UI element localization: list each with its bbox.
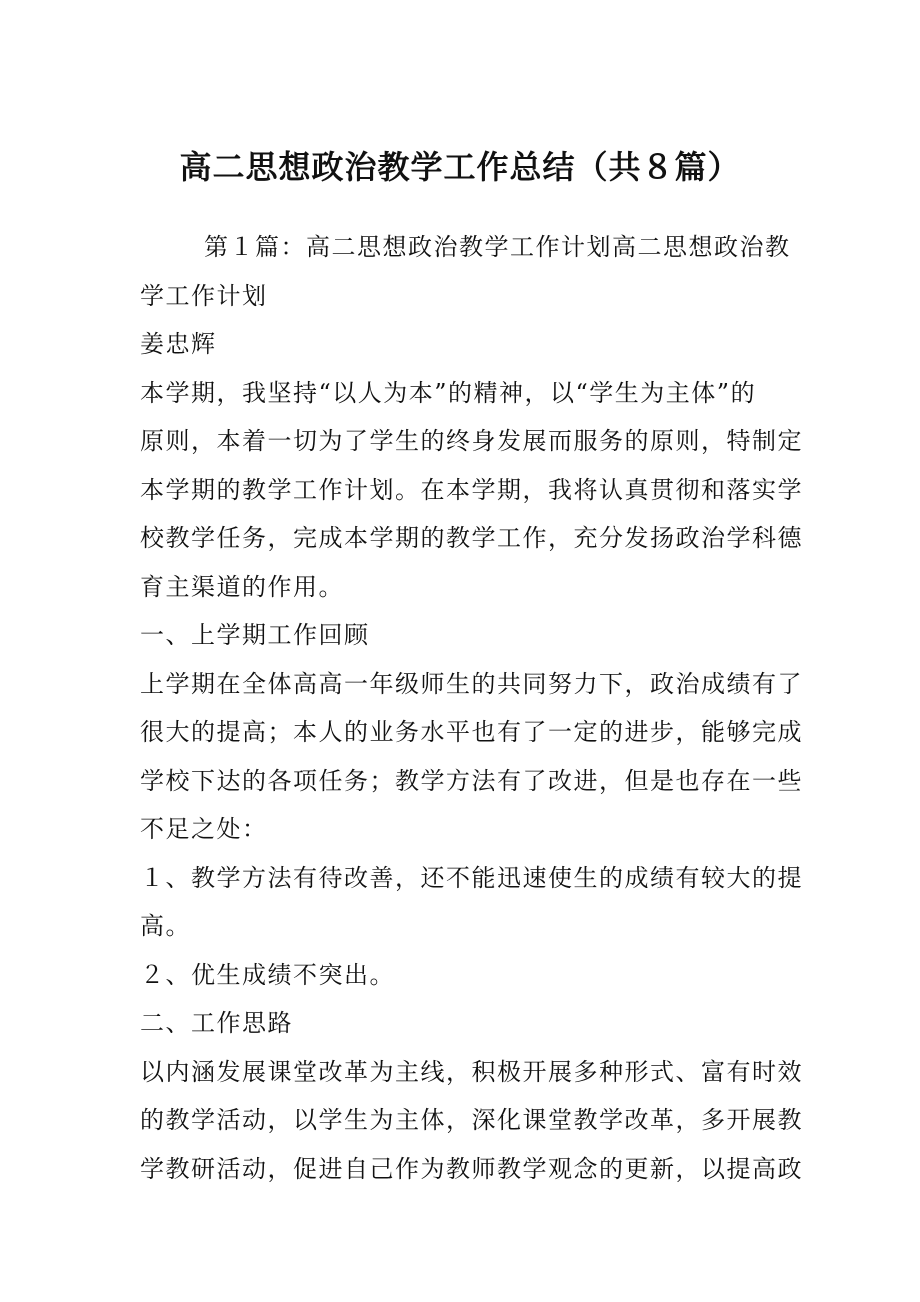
- paragraph-line: 育主渠道的作用。: [140, 572, 344, 601]
- subheading-approach: 二、工作思路: [140, 1009, 293, 1037]
- author-name: 姜忠辉: [140, 330, 217, 358]
- paragraph-line: 以内涵发展课堂改革为主线，积极开展多种形式、富有时效: [140, 1057, 803, 1086]
- subheading-review: 一、上学期工作回顾: [140, 621, 370, 649]
- paragraph-line: 校教学任务，完成本学期的教学工作，充分发扬政治学科德: [140, 524, 803, 552]
- list-item-1-continued: 高。: [140, 912, 191, 940]
- document-title: 高二思想政治教学工作总结（共８篇）: [179, 148, 741, 186]
- paragraph-line: 本学期，我坚持“以人为本”的精神，以“学生为主体”的: [140, 378, 757, 407]
- paragraph-line: 很大的提高；本人的业务水平也有了一定的进步，能够完成: [140, 718, 803, 746]
- paragraph-line: 学教研活动，促进自己作为教师教学观念的更新，以提高政: [140, 1154, 803, 1183]
- list-item-1: １、教学方法有待改善，还不能迅速使生的成绩有较大的提: [140, 863, 803, 892]
- section-heading-line-2: 学工作计划: [140, 281, 268, 310]
- paragraph-line: 原则，本着一切为了学生的终身发展而服务的原则，特制定: [140, 427, 803, 455]
- list-item-2: ２、优生成绩不突出。: [140, 960, 395, 989]
- paragraph-line: 上学期在全体高高一年级师生的共同努力下，政治成绩有了: [140, 669, 803, 698]
- section-heading-line-1: 第１篇：高二思想政治教学工作计划高二思想政治教: [204, 233, 791, 261]
- paragraph-line: 不足之处：: [140, 815, 268, 843]
- paragraph-line: 本学期的教学工作计划。在本学期，我将认真贯彻和落实学: [140, 475, 803, 504]
- paragraph-line: 学校下达的各项任务；教学方法有了改进，但是也存在一些: [140, 766, 803, 795]
- paragraph-line: 的教学活动，以学生为主体，深化课堂教学改革，多开展教: [140, 1106, 803, 1134]
- document-body: [140, 223, 803, 1193]
